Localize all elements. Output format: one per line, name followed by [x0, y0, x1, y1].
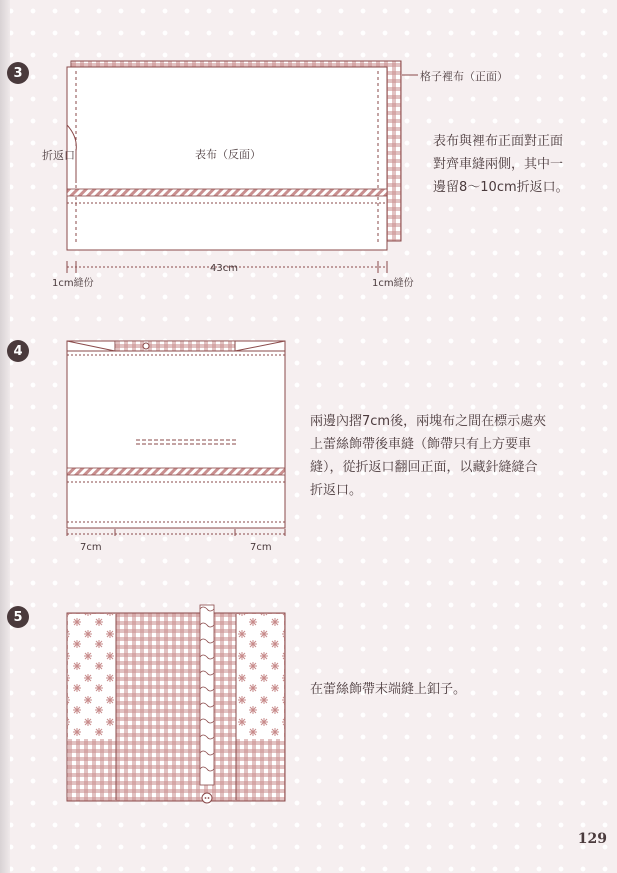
- step-3-number: 3: [7, 62, 29, 84]
- dim-seam-right: 1cm縫份: [372, 278, 414, 289]
- turning-opening-label: 折返口: [42, 149, 75, 162]
- dim-fold-left: 7cm: [80, 542, 102, 553]
- lining-label: 格子裡布（正面）: [420, 70, 508, 83]
- page-number: 129: [577, 831, 607, 847]
- step-3-instruction: 表布與裡布正面對正面 對齊車縫兩側，其中一 邊留8～10cm折返口。: [433, 134, 569, 195]
- step-5-instruction: 在蕾絲飾帶末端縫上釦子。: [310, 682, 467, 697]
- book-spine-shadow: [0, 0, 10, 873]
- step-3-diagram: [40, 55, 420, 290]
- button-icon: [202, 793, 212, 803]
- floral-flap-left: [68, 614, 116, 739]
- floral-flap-right: [236, 614, 284, 739]
- dim-seam-left: 1cm縫份: [52, 278, 94, 289]
- lace-stripe: [67, 189, 387, 196]
- dim-fold-right: 7cm: [250, 542, 272, 553]
- step-4-diagram: [60, 336, 290, 536]
- step-4-instruction: 兩邊內摺7cm後，兩塊布之間在標示處夾 上蕾絲飾帶後車縫（飾帶只有上方要車 縫），從折返口翻回正面，以藏針縫縫合 折返口。: [310, 414, 547, 498]
- outer-fabric-label: 表布（反面）: [195, 148, 261, 161]
- dim-width: 43cm: [210, 263, 238, 274]
- step-5-number: 5: [7, 606, 29, 628]
- lace-ribbon: [200, 605, 214, 785]
- folded-panel: [67, 341, 285, 528]
- step-4-number: 4: [7, 340, 29, 362]
- step-5-diagram: [60, 605, 290, 810]
